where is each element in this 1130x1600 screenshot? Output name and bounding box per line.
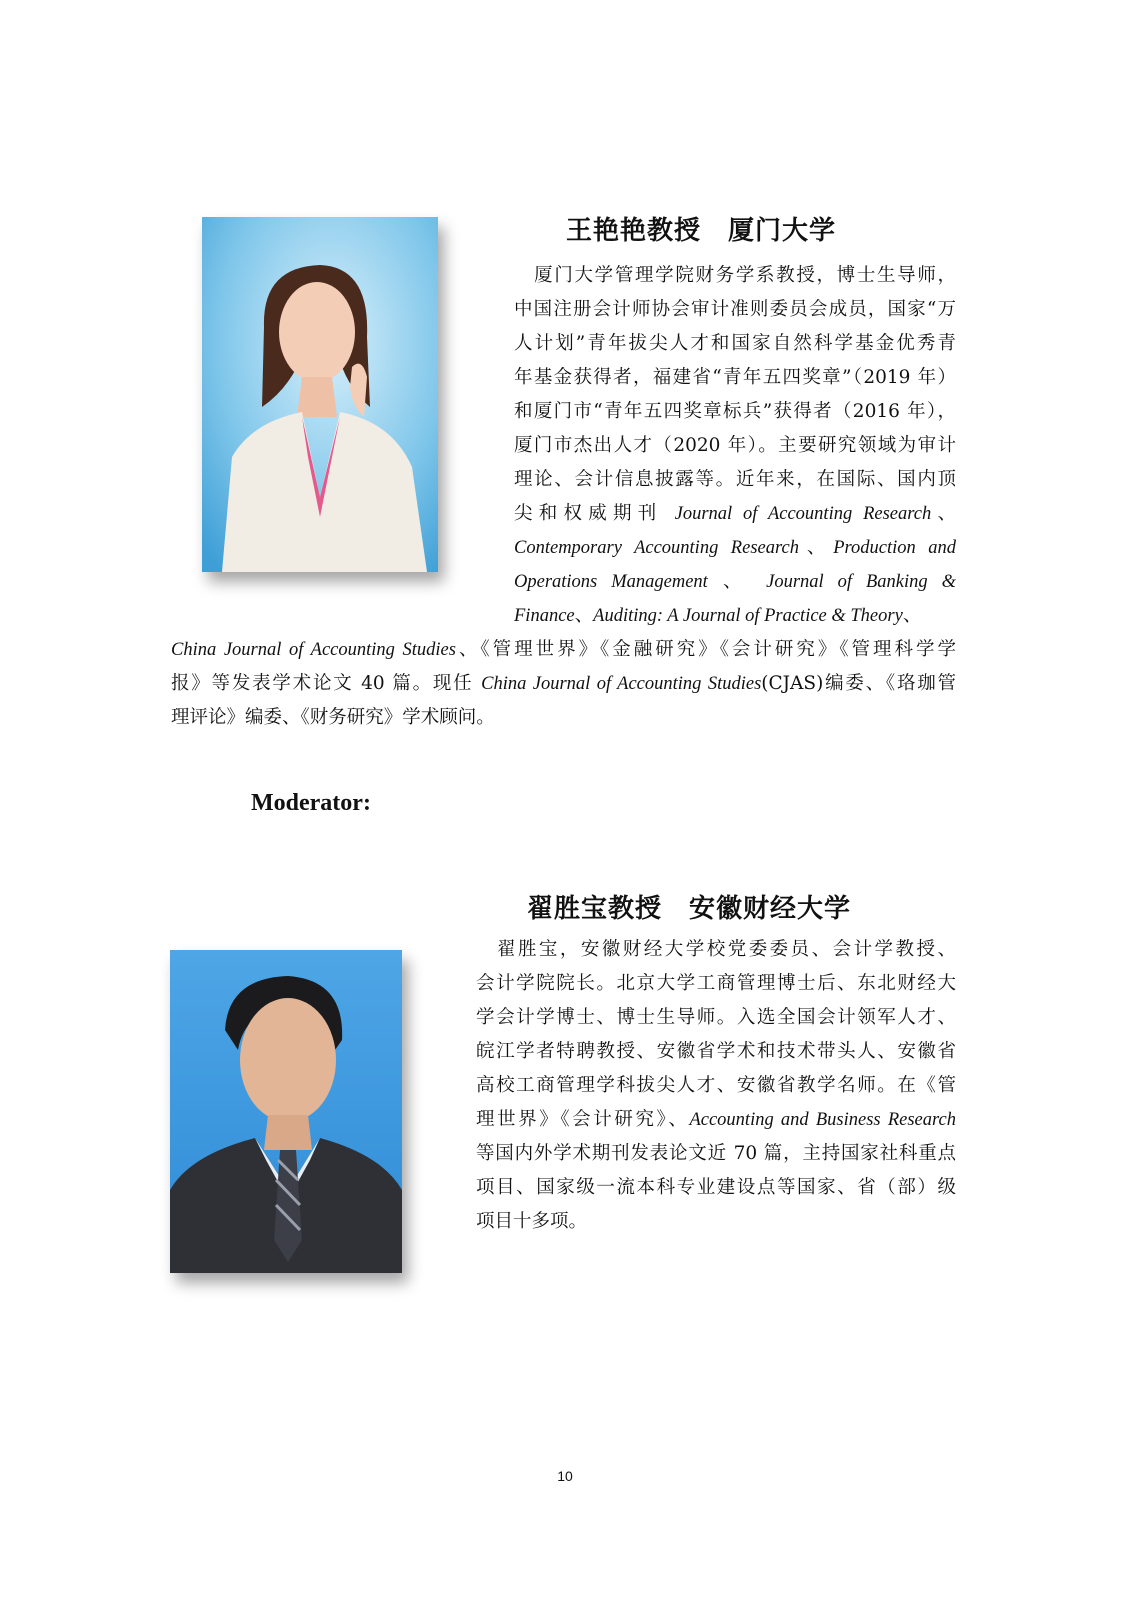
speaker1-bio-line-2: 中国注册会计师协会审计准则委员会成员，国家“万 [514,299,956,320]
speaker1-bio-line-13: 报》等发表学术论文 40 篇。现任 China Journal of Accounting Studies(CJAS)编委、《珞珈管 [171,673,956,694]
speaker2-bio-line-1: 翟胜宝，安徽财经大学校党委委员、会计学教授、 [476,939,956,960]
speaker1-bio-line-5: 和厦门市“青年五四奖章标兵”获得者（2016 年）， [514,401,956,422]
speaker1-bio-line-6: 厦门市杰出人才（2020 年）。主要研究领域为审计 [514,435,956,456]
speaker2-bio-line-2: 会计学院院长。北京大学工商管理博士后、东北财经大 [476,973,956,994]
speaker2-photo [170,950,402,1273]
speaker1-bio-line-10: Operations Management 、 Journal of Banking & [514,571,956,592]
speaker2-bio-line-4: 皖江学者特聘教授、安徽省学术和技术带头人、安徽省 [476,1041,956,1062]
speaker2-bio-line-9: 项目十多项。 [476,1211,588,1232]
speaker1-bio-line-9: Contemporary Accounting Research、Production and [514,537,956,558]
speaker1-bio-line-8: 尖和权威期刊 Journal of Accounting Research、 [514,503,956,524]
speaker2-bio-line-8: 项目、国家级一流本科专业建设点等国家、省（部）级 [476,1177,956,1198]
speaker2-bio-line-7: 等国内外学术期刊发表论文近 70 篇，主持国家社科重点 [476,1143,956,1164]
speaker2-bio-line-3: 学会计学博士、博士生导师。入选全国会计领军人才、 [476,1007,956,1028]
speaker1-bio-line-11: Finance、Auditing: A Journal of Practice & Theory、 [514,605,922,626]
speaker2-name: 翟胜宝教授 安徽财经大学 [527,894,852,924]
speaker2-bio-line-5: 高校工商管理学科拔尖人才、安徽省教学名师。在《管 [476,1075,956,1096]
moderator-heading: Moderator: [251,790,371,816]
speaker1-bio-line-4: 年基金获得者，福建省“青年五四奖章”（2019 年） [514,367,956,388]
speaker1-bio-line-3: 人计划”青年拔尖人才和国家自然科学基金优秀青 [514,333,956,354]
speaker1-name: 王艳艳教授 厦门大学 [566,216,837,246]
speaker1-bio-line-12: China Journal of Accounting Studies、《管理世界》《金融研究》《会计研究》《管理科学学 [171,639,956,660]
speaker1-bio-line-1: 厦门大学管理学院财务学系教授，博士生导师， [514,265,956,286]
page-number: 10 [557,1468,573,1484]
speaker2-bio-line-6: 理世界》《会计研究》、Accounting and Business Research [476,1109,956,1130]
speaker1-photo [202,217,438,572]
speaker1-bio-line-7: 理论、会计信息披露等。近年来，在国际、国内顶 [514,469,956,490]
speaker1-bio-line-14: 理评论》编委、《财务研究》学术顾问。 [171,707,495,728]
